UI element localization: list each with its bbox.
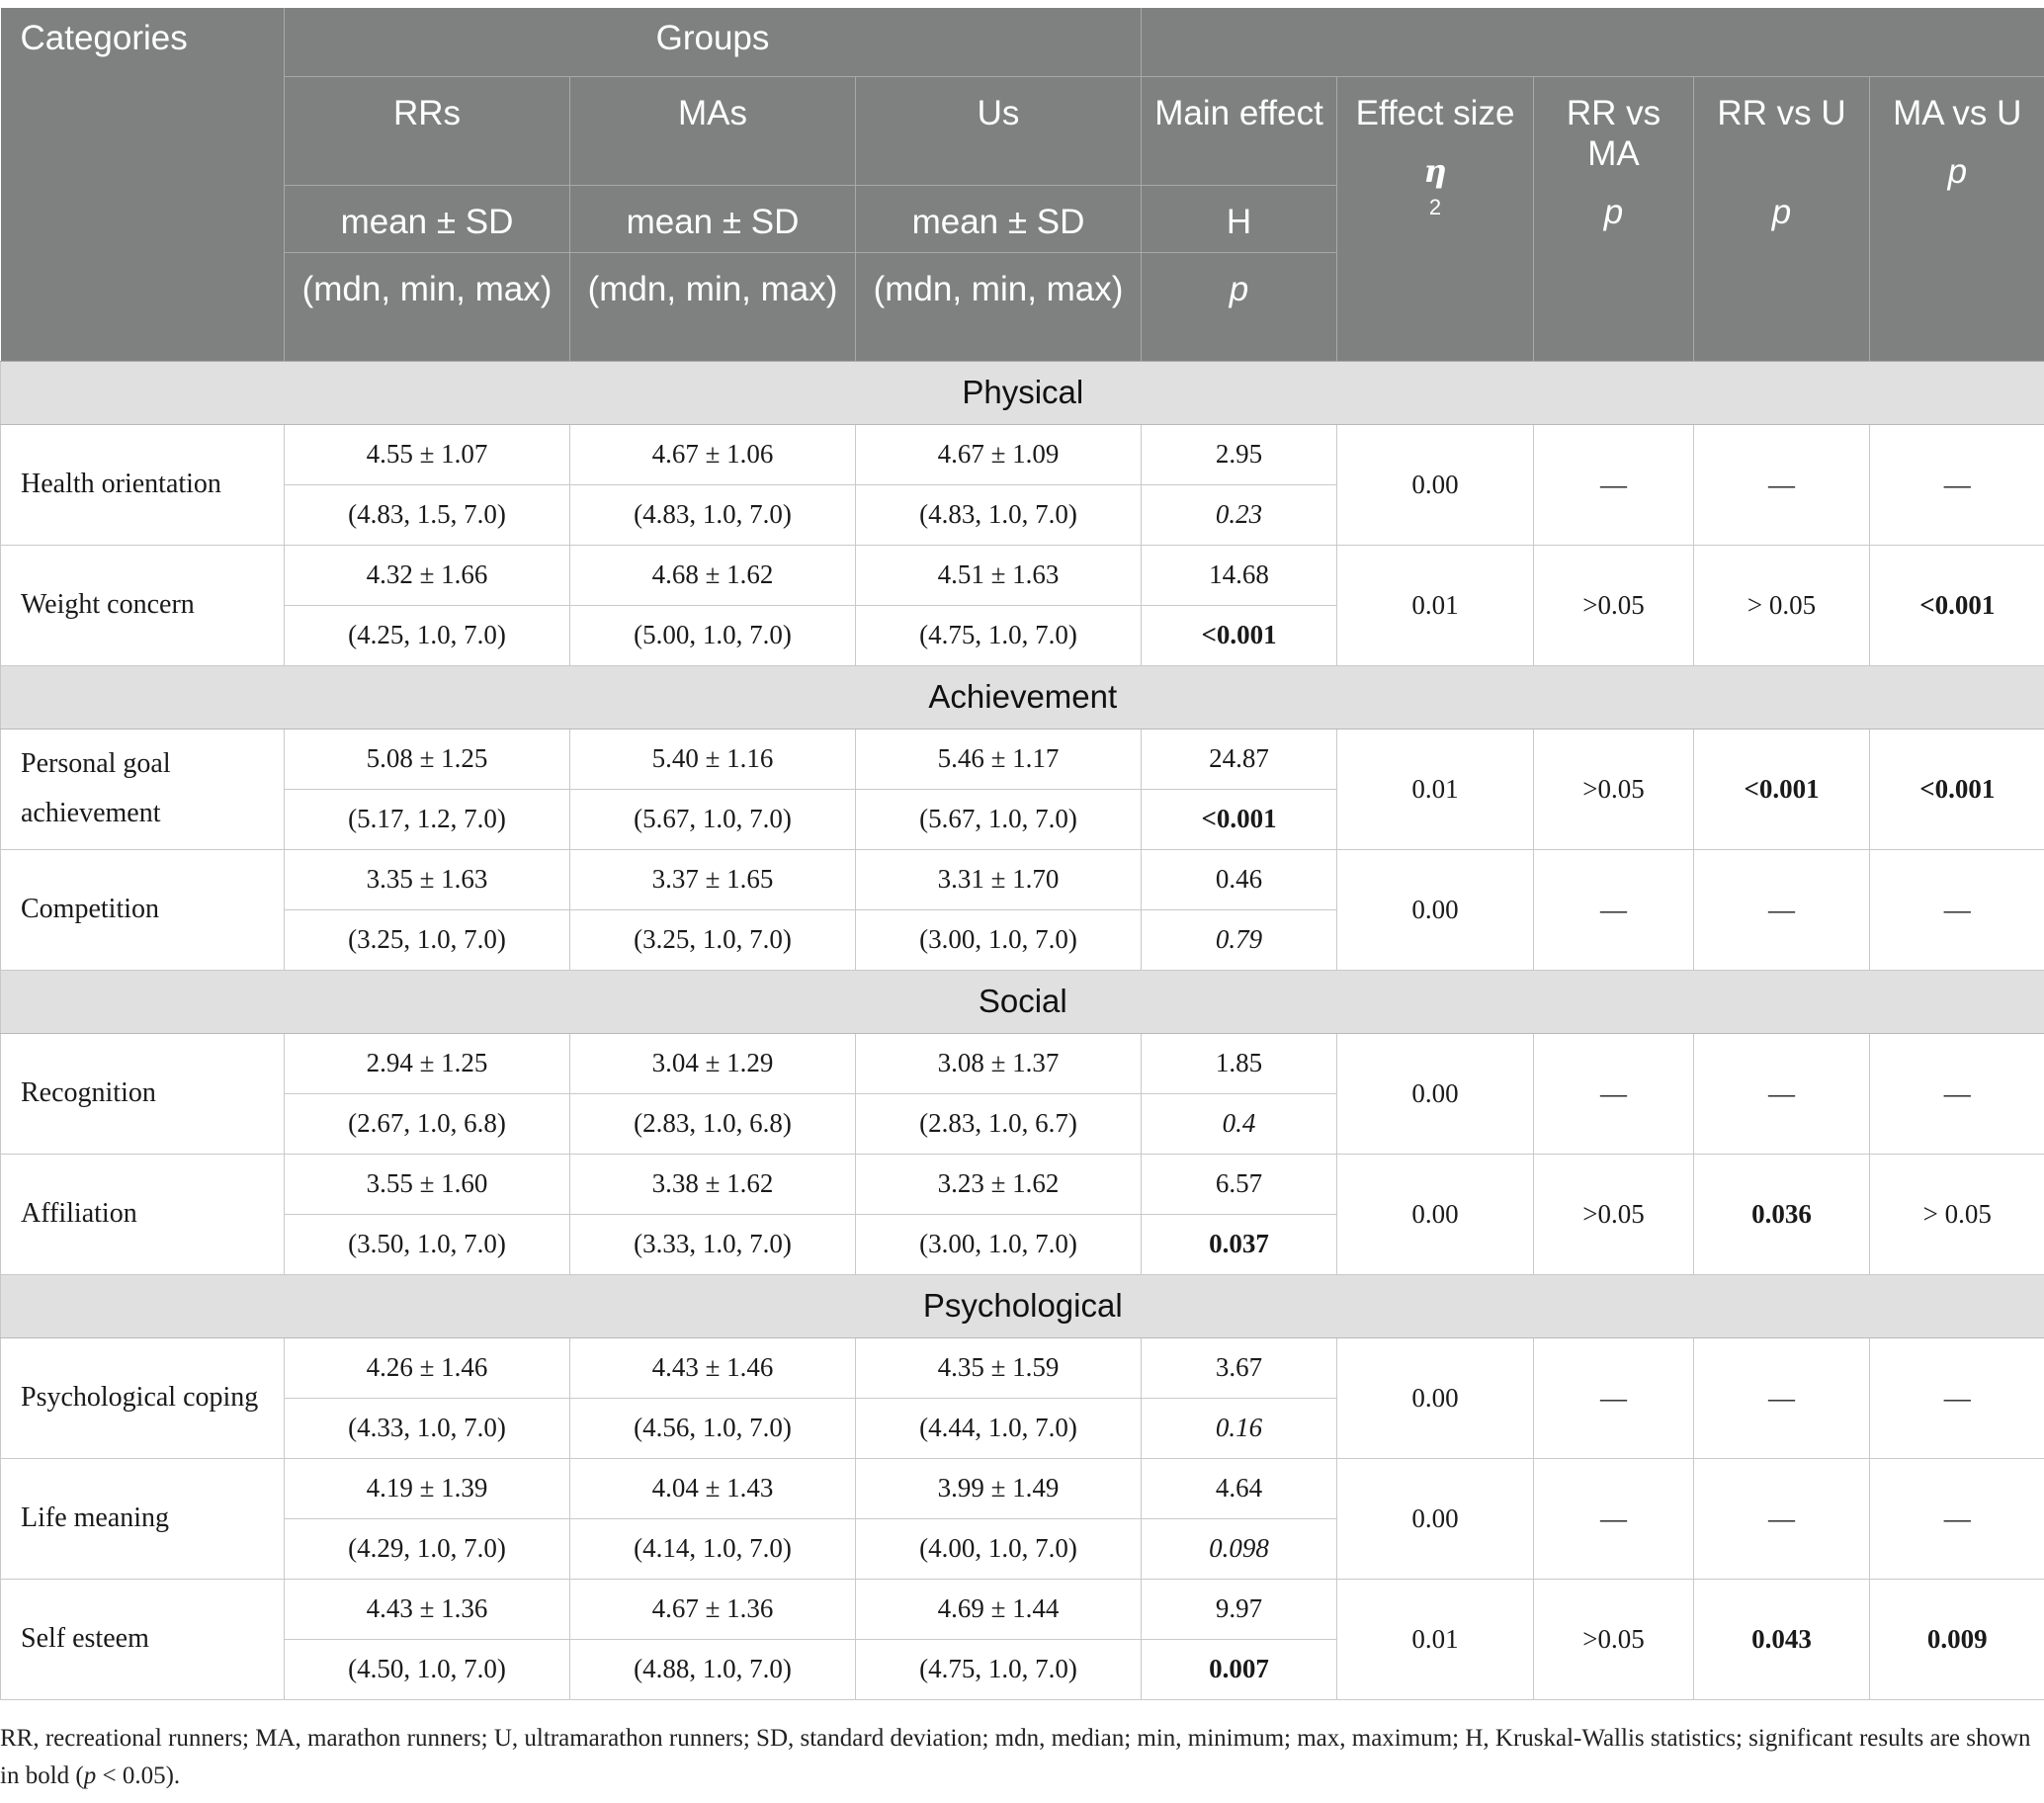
- main-effect-p: 0.23: [1142, 484, 1337, 545]
- rr-vs-ma-value: —: [1534, 1337, 1694, 1458]
- h-statistic: 14.68: [1142, 545, 1337, 605]
- rr-vs-ma-value: —: [1534, 849, 1694, 970]
- effect-size-value: 0.00: [1337, 1337, 1534, 1458]
- ma-mdn-min-max: (3.25, 1.0, 7.0): [570, 909, 856, 970]
- ma-mean-sd: 4.43 ± 1.46: [570, 1337, 856, 1398]
- section-row: [1, 1274, 2044, 1337]
- rr-mean-sd: 4.32 ± 1.66: [285, 545, 570, 605]
- rr-mean-sd: 4.43 ± 1.36: [285, 1579, 570, 1639]
- ma-mdn-min-max: (3.33, 1.0, 7.0): [570, 1214, 856, 1274]
- header-col-rr-vs-ma: [1534, 76, 1694, 361]
- ma-mean-sd: 5.40 ± 1.16: [570, 729, 856, 789]
- rr-vs-ma-value: —: [1534, 1033, 1694, 1154]
- table-body: [1, 361, 2044, 1699]
- u-mean-sd: 3.99 ± 1.49: [856, 1458, 1142, 1518]
- ma-mean-sd: 4.67 ± 1.06: [570, 424, 856, 484]
- main-effect-p: 0.79: [1142, 909, 1337, 970]
- header-col-rrs: RRs: [285, 76, 570, 185]
- h-statistic: 1.85: [1142, 1033, 1337, 1093]
- table-row: [1, 1337, 2044, 1398]
- rr-mdn-min-max: (4.50, 1.0, 7.0): [285, 1639, 570, 1699]
- header-col-ma-vs-u: [1870, 76, 2044, 361]
- ma-mean-sd: 3.38 ± 1.62: [570, 1154, 856, 1214]
- ma-vs-u-value: —: [1870, 1033, 2044, 1154]
- rr-vs-ma-value: —: [1534, 1458, 1694, 1579]
- row-label: Psychological coping: [1, 1337, 285, 1458]
- header-stat-h: H: [1142, 185, 1337, 252]
- h-statistic: 3.67: [1142, 1337, 1337, 1398]
- h-statistic: 9.97: [1142, 1579, 1337, 1639]
- ma-mean-sd: 3.37 ± 1.65: [570, 849, 856, 909]
- header-stat-mas: mean ± SD: [570, 185, 856, 252]
- ma-mdn-min-max: (4.56, 1.0, 7.0): [570, 1398, 856, 1458]
- eta-subscript: 2: [1428, 194, 1442, 219]
- table-footnote: [0, 1720, 2036, 1795]
- effect-size-value: 0.01: [1337, 545, 1534, 665]
- u-mean-sd: 4.35 ± 1.59: [856, 1337, 1142, 1398]
- u-mdn-min-max: (3.00, 1.0, 7.0): [856, 909, 1142, 970]
- rr-vs-u-label: RR vs U: [1717, 93, 1846, 132]
- rr-mdn-min-max: (4.29, 1.0, 7.0): [285, 1518, 570, 1579]
- u-mean-sd: 3.08 ± 1.37: [856, 1033, 1142, 1093]
- effect-size-value: 0.01: [1337, 729, 1534, 849]
- ma-mdn-min-max: (4.83, 1.0, 7.0): [570, 484, 856, 545]
- ma-mdn-min-max: (5.00, 1.0, 7.0): [570, 605, 856, 665]
- ma-vs-u-value: —: [1870, 849, 2044, 970]
- effect-size-value: 0.00: [1337, 1033, 1534, 1154]
- ma-mdn-min-max: (5.67, 1.0, 7.0): [570, 789, 856, 849]
- table-header: [1, 8, 2044, 361]
- table-row: [1, 424, 2044, 484]
- row-label: Health orientation: [1, 424, 285, 545]
- u-mdn-min-max: (4.75, 1.0, 7.0): [856, 1639, 1142, 1699]
- u-mean-sd: 3.31 ± 1.70: [856, 849, 1142, 909]
- rr-mdn-min-max: (3.50, 1.0, 7.0): [285, 1214, 570, 1274]
- section-title: Psychological: [1, 1274, 2044, 1337]
- table-row: [1, 1033, 2044, 1093]
- header-row-groups: [1, 8, 2044, 76]
- rr-mean-sd: 3.55 ± 1.60: [285, 1154, 570, 1214]
- ma-vs-u-value: > 0.05: [1870, 1154, 2044, 1274]
- ma-vs-u-value: —: [1870, 1458, 2044, 1579]
- ma-vs-u-value: <0.001: [1870, 729, 2044, 849]
- rr-vs-u-p: p: [1771, 192, 1792, 231]
- section-title: Social: [1, 970, 2044, 1033]
- header-detail-rrs: (mdn, min, max): [285, 252, 570, 361]
- u-mdn-min-max: (4.83, 1.0, 7.0): [856, 484, 1142, 545]
- h-statistic: 6.57: [1142, 1154, 1337, 1214]
- rr-mean-sd: 4.55 ± 1.07: [285, 424, 570, 484]
- main-effect-p: 0.098: [1142, 1518, 1337, 1579]
- effect-size-value: 0.00: [1337, 1154, 1534, 1274]
- footnote-text-before: RR, recreational runners; MA, marathon runners; U, ultramarathon runners; SD, standard deviation; mdn, median; min, minimum; max, maximum; H, Kruskal-Wallis statistics; significant results are shown in bold (: [0, 1725, 2031, 1789]
- header-col-rr-vs-u: [1694, 76, 1870, 361]
- footnote-text-after: < 0.05).: [96, 1762, 181, 1789]
- u-mdn-min-max: (4.75, 1.0, 7.0): [856, 605, 1142, 665]
- results-table: [0, 8, 2044, 1700]
- row-label: Life meaning: [1, 1458, 285, 1579]
- header-col-us: Us: [856, 76, 1142, 185]
- rr-vs-u-value: —: [1694, 424, 1870, 545]
- main-effect-p: <0.001: [1142, 605, 1337, 665]
- rr-vs-u-value: > 0.05: [1694, 545, 1870, 665]
- row-label: Affiliation: [1, 1154, 285, 1274]
- ma-vs-u-value: <0.001: [1870, 545, 2044, 665]
- ma-vs-u-value: 0.009: [1870, 1579, 2044, 1699]
- row-label: Weight concern: [1, 545, 285, 665]
- rr-mdn-min-max: (4.33, 1.0, 7.0): [285, 1398, 570, 1458]
- header-col-main-effect: Main effect: [1142, 76, 1337, 185]
- rr-vs-u-value: 0.036: [1694, 1154, 1870, 1274]
- header-stat-rrs: mean ± SD: [285, 185, 570, 252]
- header-detail-p-symbol: p: [1229, 269, 1249, 308]
- ma-vs-u-value: —: [1870, 1337, 2044, 1458]
- table-row: [1, 1579, 2044, 1639]
- ma-mean-sd: 4.04 ± 1.43: [570, 1458, 856, 1518]
- h-statistic: 0.46: [1142, 849, 1337, 909]
- rr-vs-ma-value: —: [1534, 424, 1694, 545]
- eta-symbol: η: [1423, 151, 1447, 190]
- main-effect-p: 0.4: [1142, 1093, 1337, 1154]
- section-title: Physical: [1, 361, 2044, 424]
- rr-vs-u-value: —: [1694, 1458, 1870, 1579]
- rr-vs-ma-value: >0.05: [1534, 1154, 1694, 1274]
- h-statistic: 24.87: [1142, 729, 1337, 789]
- effect-size-value: 0.00: [1337, 424, 1534, 545]
- rr-mean-sd: 2.94 ± 1.25: [285, 1033, 570, 1093]
- u-mean-sd: 4.69 ± 1.44: [856, 1579, 1142, 1639]
- section-row: [1, 665, 2044, 729]
- ma-mdn-min-max: (4.88, 1.0, 7.0): [570, 1639, 856, 1699]
- ma-vs-u-value: —: [1870, 424, 2044, 545]
- rr-vs-u-value: —: [1694, 1337, 1870, 1458]
- effect-size-label: Effect size: [1355, 93, 1515, 132]
- rr-vs-ma-value: >0.05: [1534, 729, 1694, 849]
- rr-mean-sd: 5.08 ± 1.25: [285, 729, 570, 789]
- section-title: Achievement: [1, 665, 2044, 729]
- ma-mean-sd: 4.67 ± 1.36: [570, 1579, 856, 1639]
- main-effect-p: 0.037: [1142, 1214, 1337, 1274]
- row-label: Personal goal achievement: [1, 729, 285, 849]
- rr-mean-sd: 3.35 ± 1.63: [285, 849, 570, 909]
- main-effect-p: <0.001: [1142, 789, 1337, 849]
- effect-size-value: 0.01: [1337, 1579, 1534, 1699]
- header-groups: Groups: [285, 8, 1142, 76]
- header-blank: [1142, 8, 2044, 76]
- row-label: Recognition: [1, 1033, 285, 1154]
- u-mean-sd: 3.23 ± 1.62: [856, 1154, 1142, 1214]
- table-row: [1, 545, 2044, 605]
- h-statistic: 4.64: [1142, 1458, 1337, 1518]
- section-row: [1, 361, 2044, 424]
- row-label: Competition: [1, 849, 285, 970]
- u-mean-sd: 5.46 ± 1.17: [856, 729, 1142, 789]
- footnote-p-symbol: p: [83, 1762, 97, 1789]
- header-row-columns: [1, 76, 2044, 185]
- ma-mean-sd: 4.68 ± 1.62: [570, 545, 856, 605]
- header-col-effect-size: [1337, 76, 1534, 361]
- table-row: [1, 729, 2044, 789]
- rr-mdn-min-max: (4.25, 1.0, 7.0): [285, 605, 570, 665]
- u-mean-sd: 4.51 ± 1.63: [856, 545, 1142, 605]
- u-mdn-min-max: (3.00, 1.0, 7.0): [856, 1214, 1142, 1274]
- rr-mean-sd: 4.26 ± 1.46: [285, 1337, 570, 1398]
- header-stat-us: mean ± SD: [856, 185, 1142, 252]
- rr-mdn-min-max: (5.17, 1.2, 7.0): [285, 789, 570, 849]
- table-row: [1, 849, 2044, 909]
- effect-size-value: 0.00: [1337, 849, 1534, 970]
- ma-mdn-min-max: (2.83, 1.0, 6.8): [570, 1093, 856, 1154]
- section-row: [1, 970, 2044, 1033]
- header-detail-p: [1142, 252, 1337, 361]
- u-mdn-min-max: (5.67, 1.0, 7.0): [856, 789, 1142, 849]
- ma-mdn-min-max: (4.14, 1.0, 7.0): [570, 1518, 856, 1579]
- header-categories: Categories: [1, 8, 285, 361]
- u-mdn-min-max: (2.83, 1.0, 6.7): [856, 1093, 1142, 1154]
- rr-vs-u-value: 0.043: [1694, 1579, 1870, 1699]
- ma-vs-u-p: p: [1947, 151, 1968, 191]
- table-row: [1, 1154, 2044, 1214]
- effect-size-value: 0.00: [1337, 1458, 1534, 1579]
- rr-mdn-min-max: (3.25, 1.0, 7.0): [285, 909, 570, 970]
- rr-vs-ma-label: RR vs MA: [1566, 93, 1661, 173]
- rr-vs-u-value: —: [1694, 849, 1870, 970]
- rr-vs-ma-value: >0.05: [1534, 1579, 1694, 1699]
- u-mdn-min-max: (4.00, 1.0, 7.0): [856, 1518, 1142, 1579]
- h-statistic: 2.95: [1142, 424, 1337, 484]
- rr-vs-u-value: <0.001: [1694, 729, 1870, 849]
- header-detail-mas: (mdn, min, max): [570, 252, 856, 361]
- rr-vs-u-value: —: [1694, 1033, 1870, 1154]
- header-detail-us: (mdn, min, max): [856, 252, 1142, 361]
- main-effect-p: 0.16: [1142, 1398, 1337, 1458]
- header-col-mas: MAs: [570, 76, 856, 185]
- rr-mdn-min-max: (2.67, 1.0, 6.8): [285, 1093, 570, 1154]
- row-label: Self esteem: [1, 1579, 285, 1699]
- rr-mdn-min-max: (4.83, 1.5, 7.0): [285, 484, 570, 545]
- ma-vs-u-label: MA vs U: [1893, 93, 2022, 132]
- ma-mean-sd: 3.04 ± 1.29: [570, 1033, 856, 1093]
- main-effect-p: 0.007: [1142, 1639, 1337, 1699]
- u-mean-sd: 4.67 ± 1.09: [856, 424, 1142, 484]
- rr-mean-sd: 4.19 ± 1.39: [285, 1458, 570, 1518]
- rr-vs-ma-p: p: [1603, 192, 1624, 231]
- rr-vs-ma-value: >0.05: [1534, 545, 1694, 665]
- table-row: [1, 1458, 2044, 1518]
- u-mdn-min-max: (4.44, 1.0, 7.0): [856, 1398, 1142, 1458]
